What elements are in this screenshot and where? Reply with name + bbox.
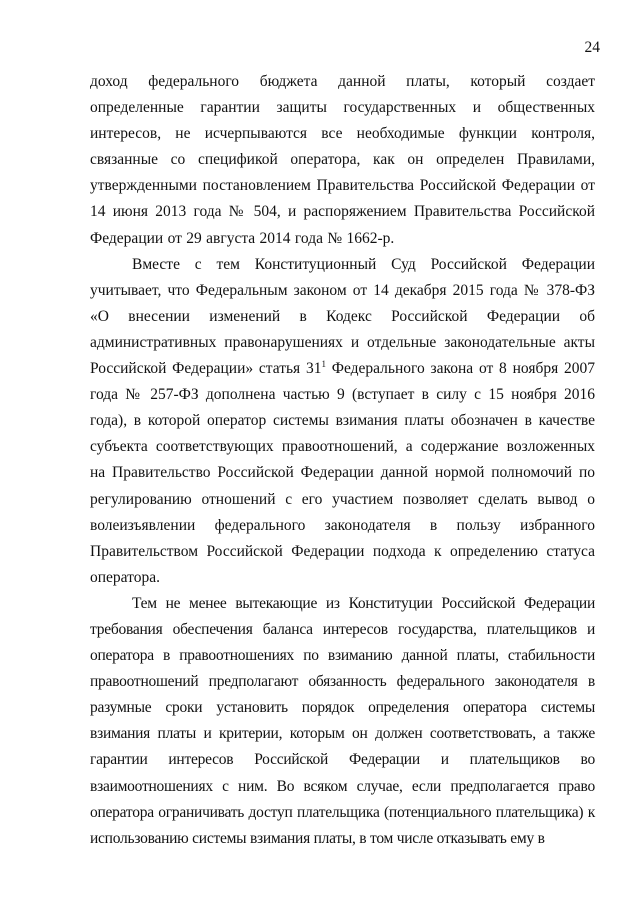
paragraph-2-text-start: Вместе с тем Конституционный Суд Российской Федерации учитывает, что Федеральным законом от 14 декабря 2015 года № 378-ФЗ «О внесении изменений в Кодекс Российской Федерации об административных правонарушениях и отдельные законодательные акты Российской Федерации» статья 31	[90, 255, 595, 378]
paragraph-3: Тем не менее вытекающие из Конституции Российской Федерации требования обеспечения баланса интересов государства, плательщиков и оператора в правоотношениях по взиманию данной платы, стабильности правоотношений предполагают обязанность федерального законодателя в разумные сроки установить порядок определения оператора системы взимания платы и критерии, которым он должен соответствовать, а также гарантии интересов Российской Федерации и плательщиков во взаимоотношениях с ним. Во всяком случае, если предполагается право оператора ограничивать доступ плательщика (потенциального плательщика) к использованию системы взимания платы, в том числе отказывать ему в	[90, 594, 595, 847]
document-body	[90, 69, 595, 852]
paragraph-1: доход федерального бюджета данной платы, который создает определенные гарантии защиты государственных и общественных интересов, не исчерпываются все необходимые функции контроля, связанные со спецификой оператора, как он определен Правилами, утвержденными постановлением Правительства Российской Федерации от 14 июня 2013 года № 504, и распоряжением Правительства Российской Федерации от 29 августа 2014 года № 1662-р.	[90, 73, 595, 247]
article-superscript: 1	[321, 359, 326, 370]
paragraph-2	[90, 252, 595, 591]
page-number: 24	[584, 39, 600, 56]
paragraph-2-text-end: Федерального закона от 8 ноября 2007 года № 257-ФЗ дополнена частью 9 (вступает в силу с 15 ноября 2016 года), в которой оператор системы взимания платы обозначен в качестве субъекта соответствующих правоотношений, а содержание возложенных на Правительство Российской Федерации данной нормой полномочий по регулированию отношений с его участием позволяет сделать вывод о волеизъявлении федерального законодателя в пользу избранного Правительством Российской Федерации подхода к определению статуса оператора.	[90, 360, 595, 586]
